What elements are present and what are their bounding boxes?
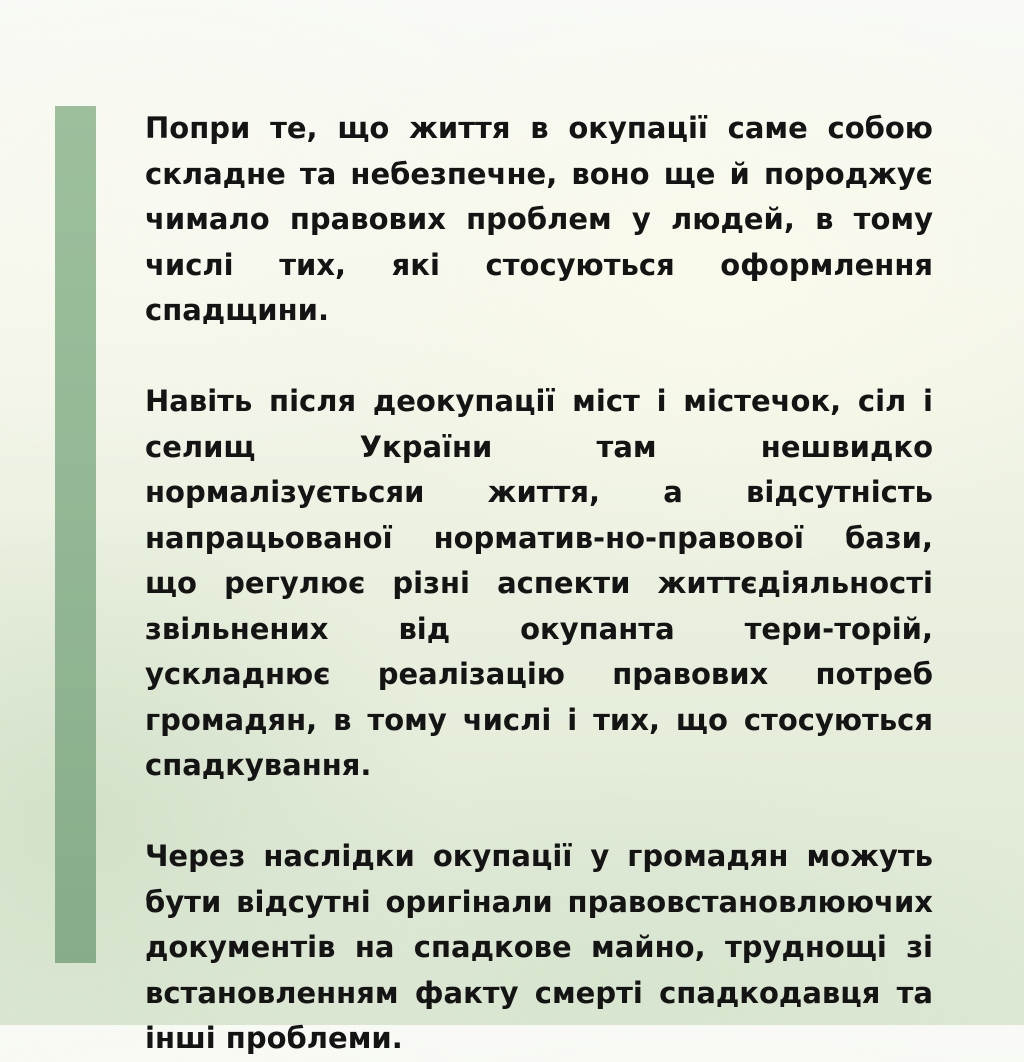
- paragraph-consequences: Через наслідки окупації у громадян можуть бути відсутні оригінали правовстановлюючих документів на спадкове майно, труднощі зі встановленням факту смерті спадкодавця та інші проблеми.: [145, 839, 933, 1055]
- paragraph-deoccupation: Навіть після деокупації міст і містечок, сіл і селищ України там нешвидко нормалізуєтьсяи життя, а відсутність напрацьованої норматив-но-правової бази, що регулює різні аспекти життєдіяльності звільнених від окупанта тери-торій, ускладнює реалізацію правових потреб громадян, в тому числі і тих, що стосуються спадкування.: [145, 384, 933, 782]
- text-block: [145, 106, 933, 1062]
- accent-bar: [55, 106, 96, 963]
- paragraph-occupation-problems: Попри те, що життя в окупації саме собою складне та небезпечне, воно ще й породжує чимало правових проблем у людей, в тому числі тих, які стосуються оформлення спадщини.: [145, 111, 933, 327]
- paragraph-gap: [145, 789, 933, 835]
- paragraph-gap: [145, 334, 933, 380]
